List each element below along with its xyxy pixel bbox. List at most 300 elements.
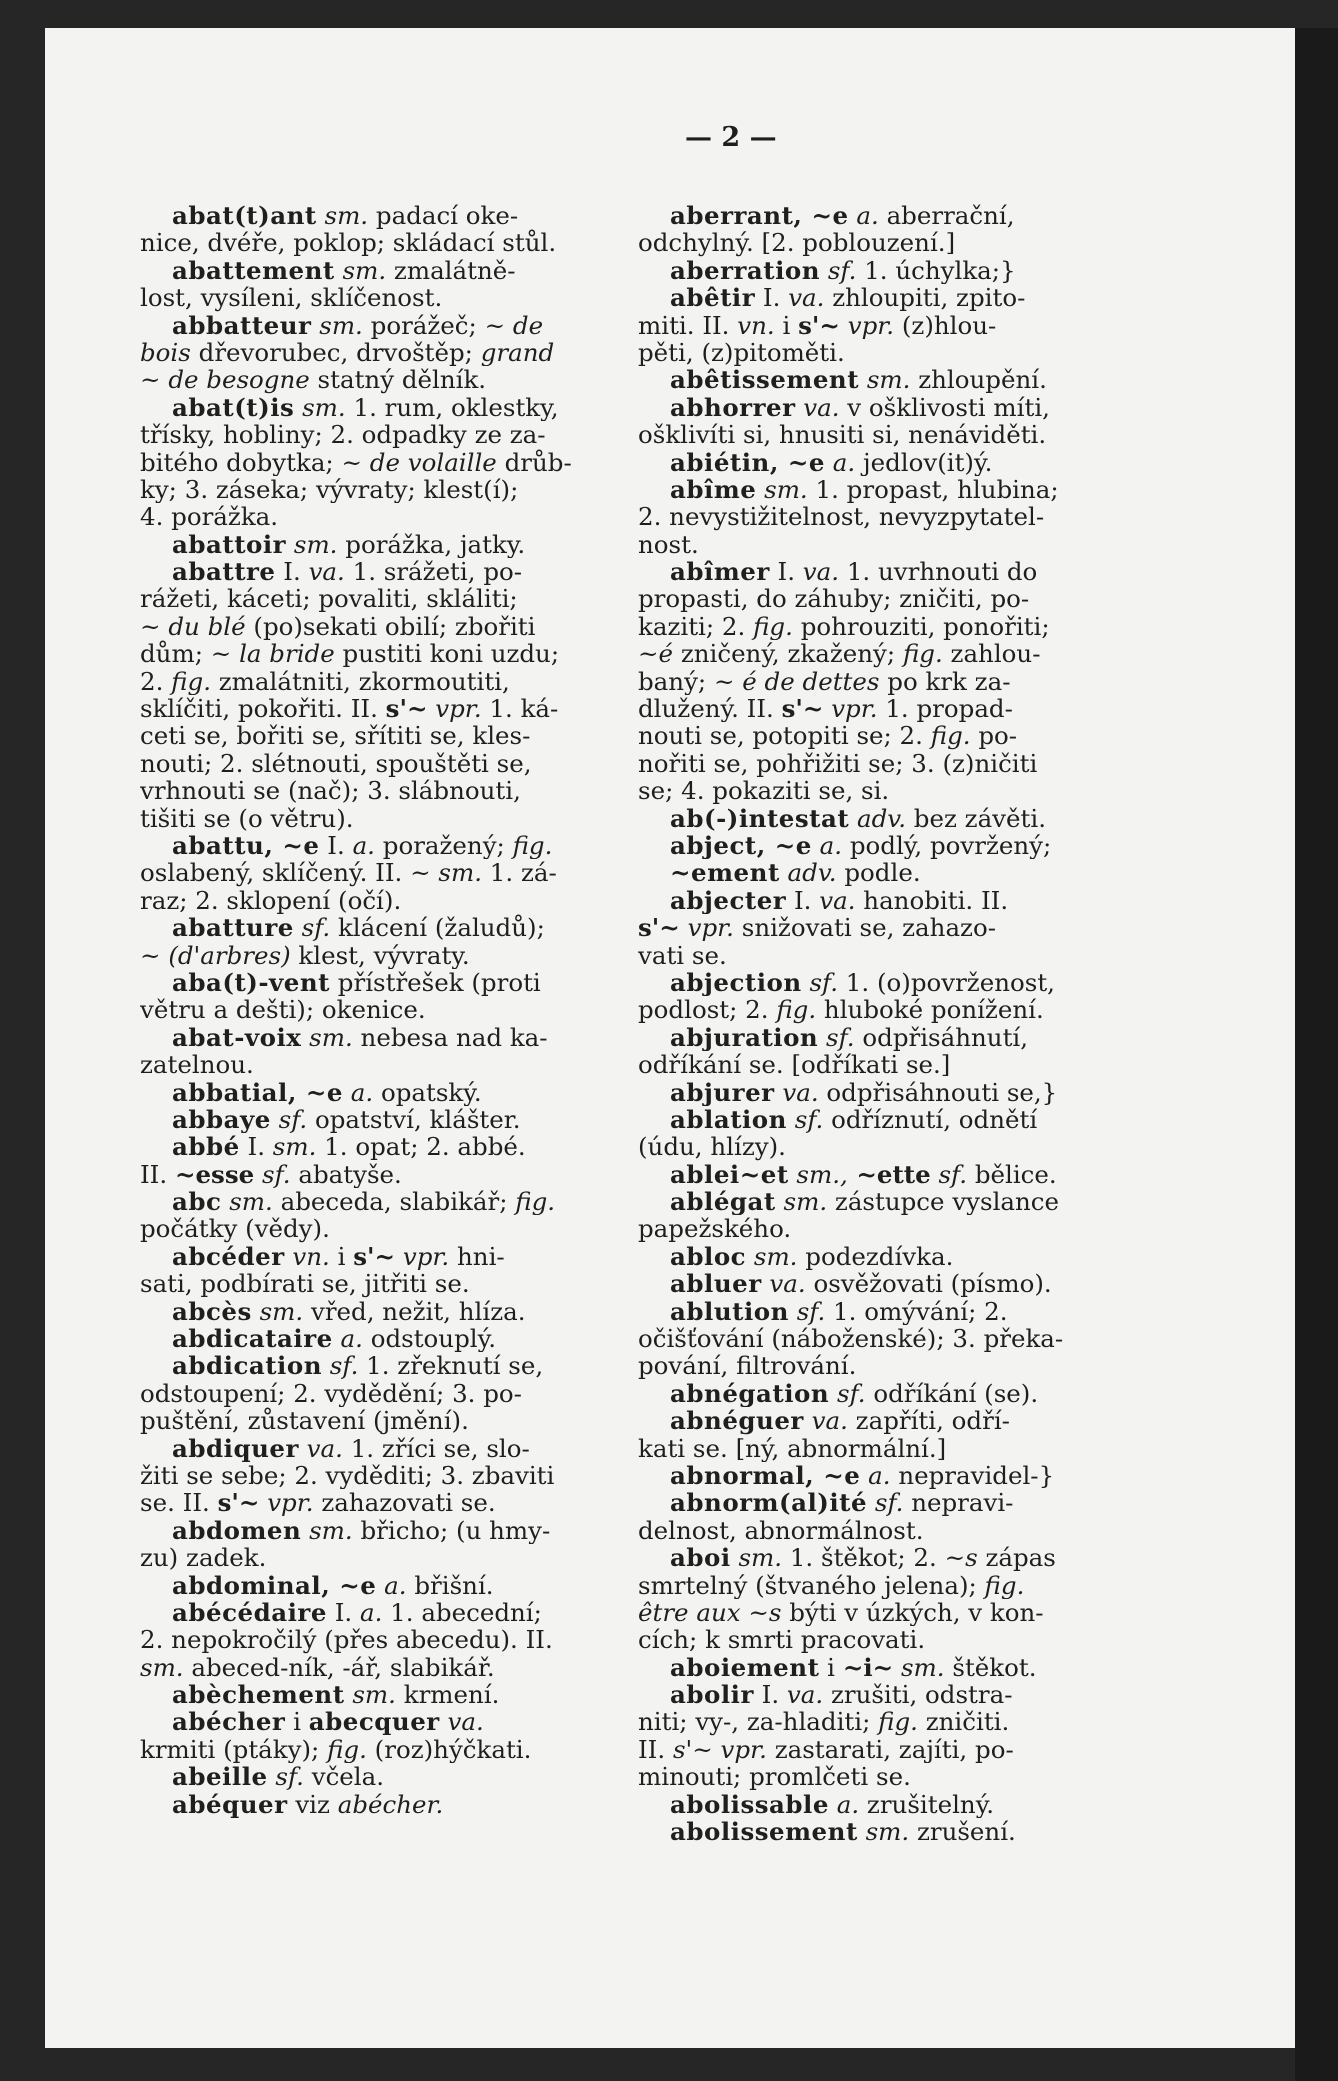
headword: ablution: [670, 1297, 789, 1326]
entry-text: vpr.: [259, 1489, 314, 1517]
entry-text: a.: [359, 1598, 383, 1627]
dictionary-text-line: [638, 339, 1108, 366]
dictionary-entry-line: [638, 969, 1108, 996]
dictionary-entry-line: [638, 1544, 1108, 1571]
entry-text: hni-: [449, 1242, 505, 1271]
entry-text: zničený, zkažený;: [673, 640, 903, 668]
entry-text: očišťování (náboženské); 3. překa-: [638, 1325, 1064, 1353]
entry-text: hluboké ponížení.: [816, 996, 1044, 1024]
dictionary-text-line: [638, 585, 1108, 612]
entry-text: aberrační,: [878, 202, 1015, 230]
entry-text: nepravi-: [903, 1489, 1014, 1517]
entry-text: puštění, zůstavení (jmění).: [140, 1407, 469, 1435]
headword: ~ement: [670, 859, 780, 887]
entry-text: grand: [480, 338, 555, 367]
entry-text: nouti se, potopiti se; 2.: [638, 722, 931, 750]
entry-text: klácení (žaludů);: [330, 914, 545, 942]
entry-text: smrtelný (štvaného jelena);: [638, 1571, 985, 1599]
dictionary-text-line: [140, 1736, 610, 1763]
dictionary-text-line: [638, 531, 1108, 558]
entry-text: a.: [828, 1790, 860, 1819]
entry-text: va.: [774, 1078, 819, 1106]
entry-text: vpr.: [839, 311, 895, 339]
entry-text: odstoupení; 2. vydědění; 3. po-: [140, 1379, 522, 1408]
entry-text: počátky (vědy).: [140, 1215, 330, 1243]
entry-text: I.: [239, 1133, 273, 1161]
entry-text: v ošklivosti míti,: [839, 393, 1050, 422]
entry-text: s'~: [781, 695, 824, 723]
entry-text: kati se. [ný, abnormální.]: [638, 1434, 947, 1462]
entry-text: ~s: [944, 1544, 978, 1572]
dictionary-text-line: [140, 476, 610, 503]
entry-text: odříznutí, odnětí: [823, 1105, 1038, 1134]
dictionary-entry-line: [140, 914, 610, 941]
dictionary-entry-line: [140, 1298, 610, 1325]
entry-text: porážeč;: [362, 311, 485, 339]
entry-text: ceti se, bořiti se, sřítiti se, kles-: [140, 722, 531, 750]
entry-text: žiti se sebe; 2. vyděditi; 3. zbaviti: [140, 1461, 555, 1490]
dictionary-text-line: [638, 1626, 1108, 1653]
entry-text: a.: [860, 1461, 891, 1490]
dictionary-text-line: [638, 640, 1108, 667]
entry-text: opatství, klášter.: [307, 1105, 521, 1134]
entry-text: abeced-ník, -ář, slabikář.: [183, 1653, 495, 1682]
entry-text: bez závěti.: [906, 804, 1046, 832]
dictionary-entry-line: [140, 1243, 610, 1270]
entry-text: zastarati, zajíti, po-: [766, 1735, 1014, 1764]
entry-text: přístřešek (proti: [330, 968, 541, 997]
headword: abhorrer: [670, 393, 796, 422]
entry-text: fig.: [776, 996, 817, 1024]
dictionary-text-line: [140, 1626, 610, 1653]
entry-text: I.: [275, 558, 309, 586]
dictionary-text-line: [140, 640, 610, 667]
headword: abolissable: [670, 1790, 829, 1819]
dictionary-text-line: [638, 1708, 1108, 1735]
headword: ab(-)intestat: [670, 804, 850, 832]
headword: abîmer: [670, 558, 770, 586]
entry-text: vn.: [284, 1242, 330, 1271]
entry-text: vpr.: [395, 1242, 450, 1271]
entry-text: a.: [376, 1571, 407, 1599]
headword: abêtir: [670, 284, 756, 312]
dictionary-entry-line: [140, 1133, 610, 1160]
dictionary-entry-line: [638, 1106, 1108, 1133]
headword: abloc: [670, 1242, 747, 1271]
dictionary-entry-line: [140, 394, 610, 421]
entry-text: po-: [970, 722, 1018, 750]
entry-text: (po)sekati obilí; zbořiti: [245, 612, 536, 641]
entry-text: minouti; promlčeti se.: [638, 1763, 911, 1791]
entry-text: 1. abecední;: [382, 1598, 542, 1627]
headword: abnéguer: [670, 1407, 804, 1435]
entry-text: pěti, (z)pitoměti.: [638, 338, 845, 367]
entry-text: sm.: [334, 256, 387, 285]
entry-text: fig.: [327, 1735, 367, 1764]
entry-text: i: [819, 1653, 843, 1682]
entry-text: jedlov(it)ý.: [855, 448, 993, 476]
headword: abéquer: [172, 1790, 288, 1819]
entry-text: vati se.: [638, 941, 727, 969]
dictionary-entry-line: [638, 1380, 1108, 1407]
entry-text: ošklivíti si, hnusiti si, nenáviděti.: [638, 421, 1047, 449]
entry-text: zapříti, odří-: [847, 1407, 1010, 1435]
dictionary-entry-line: [638, 394, 1108, 421]
entry-text: (z)hlou-: [894, 311, 997, 339]
dictionary-text-line: [638, 1435, 1108, 1462]
entry-text: ~ de besogne: [140, 366, 310, 394]
dictionary-text-line: [638, 722, 1108, 749]
dictionary-entry-line: [638, 1243, 1108, 1270]
entry-text: nost.: [638, 530, 699, 559]
dictionary-text-line: [140, 366, 610, 393]
entry-text: zahlou-: [942, 640, 1041, 668]
dictionary-text-line: [140, 805, 610, 832]
entry-text: větru a dešti); okenice.: [140, 996, 426, 1024]
dictionary-text-line: [140, 942, 610, 969]
entry-text: odpřisáhnutí,: [854, 1023, 1029, 1052]
dictionary-text-line: [638, 229, 1108, 256]
headword: abjuration: [670, 1023, 819, 1052]
entry-text: abatyše.: [290, 1160, 402, 1189]
entry-text: va.: [439, 1708, 484, 1736]
headword: abattu, ~e: [172, 831, 320, 860]
entry-text: (roz)hýčkati.: [366, 1735, 532, 1764]
entry-text: I.: [755, 284, 789, 312]
dictionary-text-line: [140, 1161, 610, 1188]
entry-text: delnost, abnormálnost.: [638, 1516, 924, 1545]
entry-text: sm.: [344, 1681, 396, 1709]
entry-text: abécher.: [337, 1790, 444, 1819]
entry-text: býti v úzkých, v kon-: [781, 1598, 1044, 1627]
entry-text: sati, podbírati se, jitřiti se.: [140, 1270, 470, 1298]
dictionary-text-line: [638, 421, 1108, 448]
entry-text: a.: [343, 1078, 374, 1106]
entry-text: (údu, hlízy).: [638, 1133, 786, 1161]
entry-text: 1. omývání; 2.: [825, 1297, 1008, 1326]
entry-text: vn.: [737, 311, 775, 339]
entry-text: ~ du blé: [140, 612, 246, 641]
dictionary-text-line: [140, 996, 610, 1023]
headword: abatture: [172, 914, 294, 942]
dictionary-text-line: [638, 1051, 1108, 1078]
entry-text: sf.: [867, 1489, 904, 1517]
entry-text: se. II.: [140, 1489, 218, 1517]
dictionary-entry-line: [140, 1572, 610, 1599]
headword: aboiement: [670, 1653, 820, 1682]
dictionary-text-line: [140, 1215, 610, 1242]
entry-text: vrhnouti se (nač); 3. slábnouti,: [140, 777, 521, 805]
dictionary-entry-line: [638, 1681, 1108, 1708]
dictionary-text-line: [638, 1572, 1108, 1599]
entry-text: osvěžovati (písmo).: [805, 1270, 1052, 1298]
dictionary-text-line: [638, 996, 1108, 1023]
dictionary-text-line: [140, 887, 610, 914]
dictionary-text-line: [140, 722, 610, 749]
dictionary-text-line: [140, 668, 610, 695]
entry-text: sm.: [140, 1653, 184, 1682]
dictionary-text-line: [140, 1654, 610, 1681]
entry-text: podezdívka.: [797, 1242, 954, 1271]
dictionary-entry-line: [140, 1325, 610, 1352]
dictionary-entry-line: [638, 1024, 1108, 1051]
entry-text: viz: [287, 1790, 338, 1819]
entry-text: 2. nevystižitelnost, nevyzpytatel-: [638, 503, 1045, 531]
entry-text: bois: [140, 338, 191, 367]
dictionary-entry-line: [638, 1654, 1108, 1681]
entry-text: sm.: [746, 1242, 798, 1271]
entry-text: 1. zříci se, slo-: [342, 1434, 530, 1462]
entry-text: rážeti, káceti; povaliti, skláliti;: [140, 585, 518, 613]
entry-text: baný;: [638, 667, 714, 696]
headword: abèchement: [172, 1681, 345, 1709]
entry-text: fig.: [902, 640, 943, 668]
entry-text: ~ la bride: [210, 640, 335, 668]
entry-text: a.: [811, 831, 843, 860]
entry-text: zrušiti, odstra-: [823, 1681, 1013, 1709]
entry-text: lost, vysíleni, sklíčenost.: [140, 284, 443, 312]
headword: abjection: [670, 968, 802, 997]
entry-text: zhloupiti, zpito-: [824, 284, 1026, 312]
dictionary-entry-line: [638, 832, 1108, 859]
entry-text: tišiti se (o větru).: [140, 804, 354, 832]
dictionary-entry-line: [638, 449, 1108, 476]
entry-text: sf.: [322, 1352, 359, 1380]
entry-text: sm.: [294, 393, 346, 422]
entry-text: břišní.: [406, 1571, 494, 1599]
dictionary-text-line: [140, 613, 610, 640]
dictionary-entry-line: [638, 1079, 1108, 1106]
dictionary-text-line: [140, 1462, 610, 1489]
dictionary-text-line: [140, 449, 610, 476]
entry-text: ~i~: [842, 1653, 894, 1682]
entry-text: va.: [795, 393, 840, 422]
entry-text: s'~: [385, 695, 428, 723]
dictionary-text-line: [140, 1544, 610, 1571]
dictionary-text-line: [638, 942, 1108, 969]
entry-text: a.: [332, 1325, 363, 1353]
dictionary-entry-line: [140, 257, 610, 284]
entry-text: sm.: [316, 202, 369, 230]
entry-text: adv.: [779, 859, 837, 887]
entry-text: zástupce vyslance: [827, 1188, 1060, 1216]
entry-text: sf.: [801, 968, 838, 997]
dictionary-text-line: [140, 695, 610, 722]
entry-text: včela.: [303, 1763, 385, 1791]
entry-text: fig.: [515, 1188, 556, 1216]
entry-text: s'~ vpr.: [672, 1735, 767, 1764]
entry-text: fig.: [171, 667, 211, 696]
entry-text: nouti; 2. slétnouti, spouštěti se,: [140, 749, 532, 778]
dictionary-entry-line: [140, 1079, 610, 1106]
headword: abat(t)is: [172, 393, 295, 422]
headword: abdicataire: [172, 1325, 333, 1353]
dictionary-text-line: [638, 1763, 1108, 1790]
headword: abdication: [172, 1352, 323, 1380]
headword: aberrant, ~e: [670, 202, 849, 230]
dictionary-entry-line: [140, 558, 610, 585]
entry-text: odříkání se. [odříkati se.]: [638, 1051, 951, 1079]
dictionary-text-line: [140, 777, 610, 804]
entry-text: ~ sm.: [410, 859, 482, 887]
dictionary-entry-line: [140, 1106, 610, 1133]
dictionary-text-line: [140, 1270, 610, 1297]
entry-text: ~ é de dettes: [713, 667, 880, 696]
entry-text: 1. zá-: [482, 859, 557, 887]
entry-text: krmení.: [395, 1681, 500, 1709]
entry-text: a.: [825, 448, 856, 476]
dictionary-text-line: [140, 229, 610, 256]
entry-text: sm.: [286, 530, 338, 559]
dictionary-text-line: [140, 1407, 610, 1434]
dictionary-entry-line: [140, 1763, 610, 1790]
headword: abdomen: [172, 1516, 302, 1545]
headword: abbatteur: [172, 311, 312, 339]
entry-text: va.: [803, 1407, 848, 1435]
entry-text: 4. porážka.: [140, 503, 279, 531]
entry-text: sf.: [788, 1297, 826, 1326]
dictionary-entry-line: [638, 859, 1108, 886]
dictionary-entry-line: [638, 202, 1108, 229]
entry-text: va.: [788, 284, 825, 312]
entry-text: 1. srážeti, po-: [344, 558, 523, 586]
entry-text: papežského.: [638, 1215, 792, 1243]
entry-text: ~esse: [174, 1160, 255, 1189]
dictionary-entry-line: [638, 1270, 1108, 1297]
entry-text: bělice.: [967, 1160, 1057, 1189]
dictionary-entry-line: [140, 832, 610, 859]
entry-text: miti. II.: [638, 311, 738, 339]
dictionary-text-line: [638, 1352, 1108, 1379]
entry-text: odstouplý.: [362, 1325, 496, 1353]
entry-text: pustiti koni uzdu;: [334, 640, 560, 668]
headword: abat-voix: [172, 1023, 302, 1052]
entry-text: podlost; 2.: [638, 996, 777, 1024]
headword: abject, ~e: [670, 831, 812, 860]
headword: ablei~et: [670, 1160, 789, 1189]
dictionary-entry-line: [140, 1435, 610, 1462]
entry-text: padací oke-: [368, 202, 519, 230]
dictionary-text-line: [638, 777, 1108, 804]
entry-text: cích; k smrti pracovati.: [638, 1626, 926, 1654]
entry-text: vpr.: [427, 695, 482, 723]
dictionary-entry-line: [140, 202, 610, 229]
entry-text: 1. rum, oklestky,: [345, 393, 559, 422]
entry-text: va.: [786, 1681, 824, 1709]
headword: abjurer: [670, 1078, 775, 1106]
entry-text: zrušitelný.: [859, 1790, 995, 1819]
dictionary-text-line: [638, 750, 1108, 777]
entry-text: sf.: [829, 1379, 866, 1408]
dictionary-entry-line: [638, 284, 1108, 311]
scan-border: [1295, 28, 1338, 2081]
entry-text: zmalátně-: [386, 256, 516, 285]
page-number: — 2 —: [685, 122, 777, 153]
entry-text: sm.: [859, 366, 911, 394]
dictionary-text-line: [638, 1133, 1108, 1160]
dictionary-text-line: [140, 1489, 610, 1516]
headword: abattement: [172, 256, 335, 285]
headword: abjecter: [670, 886, 787, 915]
headword: abdiquer: [172, 1434, 299, 1462]
entry-text: s'~: [217, 1489, 260, 1517]
headword: abêtissement: [670, 366, 860, 394]
entry-text: 1. (o)povrženost,: [838, 968, 1055, 997]
entry-text: s'~: [638, 914, 680, 942]
entry-text: sf.: [818, 1023, 855, 1052]
dictionary-entry-line: [140, 1352, 610, 1379]
entry-text: odpřisáhnouti se,}: [818, 1078, 1058, 1106]
dictionary-text-line: [638, 1517, 1108, 1544]
headword: abiétin, ~e: [670, 448, 826, 476]
dictionary-text-line: [140, 339, 610, 366]
dictionary-text-line: [140, 503, 610, 530]
entry-text: bitého dobytka;: [140, 448, 342, 476]
headword: abc: [172, 1188, 222, 1216]
entry-text: 1. uvrhnouti do: [839, 558, 1038, 586]
dictionary-entry-line: [140, 1708, 610, 1735]
entry-text: i: [329, 1242, 354, 1271]
entry-text: sm.: [272, 1133, 317, 1161]
entry-text: sm.: [311, 311, 363, 339]
dictionary-text-line: [140, 859, 610, 886]
entry-text: sf.: [930, 1160, 968, 1189]
headword: abbé: [172, 1133, 240, 1161]
entry-text: pohrouziti, ponořiti;: [792, 612, 1050, 641]
dictionary-entry-line: [140, 1599, 610, 1626]
entry-text: pování, filtrování.: [638, 1352, 857, 1380]
entry-text: sf.: [270, 1105, 308, 1134]
dictionary-entry-line: [140, 1681, 610, 1708]
entry-text: a.: [848, 202, 879, 230]
dictionary-entry-line: [638, 257, 1108, 284]
entry-text: 1. zřeknutí se,: [358, 1352, 544, 1380]
entry-text: nice, dvéře, poklop; skládací stůl.: [140, 229, 557, 257]
entry-text: ~ de volaille: [341, 448, 497, 476]
entry-text: zápas: [977, 1544, 1056, 1572]
dictionary-text-line: [638, 1599, 1108, 1626]
entry-text: dřevorubec, drvoštěp;: [190, 338, 481, 367]
dictionary-entry-line: [638, 558, 1108, 585]
entry-text: 2.: [140, 667, 172, 696]
entry-text: II.: [140, 1160, 175, 1189]
entry-text: zničiti.: [917, 1708, 1010, 1736]
entry-text: opatský.: [373, 1078, 482, 1106]
dictionary-entry-line: [140, 1188, 610, 1215]
dictionary-text-line: [638, 312, 1108, 339]
left-column: [140, 202, 610, 1818]
entry-text: I.: [326, 1598, 360, 1627]
entry-text: podlý, povržený;: [842, 831, 1052, 860]
dictionary-entry-line: [140, 1024, 610, 1051]
entry-text: nebesa nad ka-: [352, 1023, 548, 1052]
entry-text: être aux ~s: [638, 1598, 782, 1627]
entry-text: statný dělník.: [309, 366, 487, 394]
entry-text: 1. propad-: [877, 695, 1013, 723]
dictionary-entry-line: [638, 1462, 1108, 1489]
entry-text: vpr.: [823, 695, 878, 723]
entry-text: se; 4. pokaziti se, si.: [638, 777, 890, 805]
headword: abécédaire: [172, 1598, 327, 1627]
headword: aberration: [670, 256, 821, 285]
headword: abbaye: [172, 1105, 271, 1134]
entry-text: va.: [819, 886, 856, 915]
headword: abécher: [172, 1708, 286, 1736]
entry-text: zahazovati se.: [313, 1489, 496, 1517]
headword: abcéder: [172, 1242, 285, 1271]
dictionary-text-line: [140, 421, 610, 448]
entry-text: drůb-: [496, 448, 572, 476]
